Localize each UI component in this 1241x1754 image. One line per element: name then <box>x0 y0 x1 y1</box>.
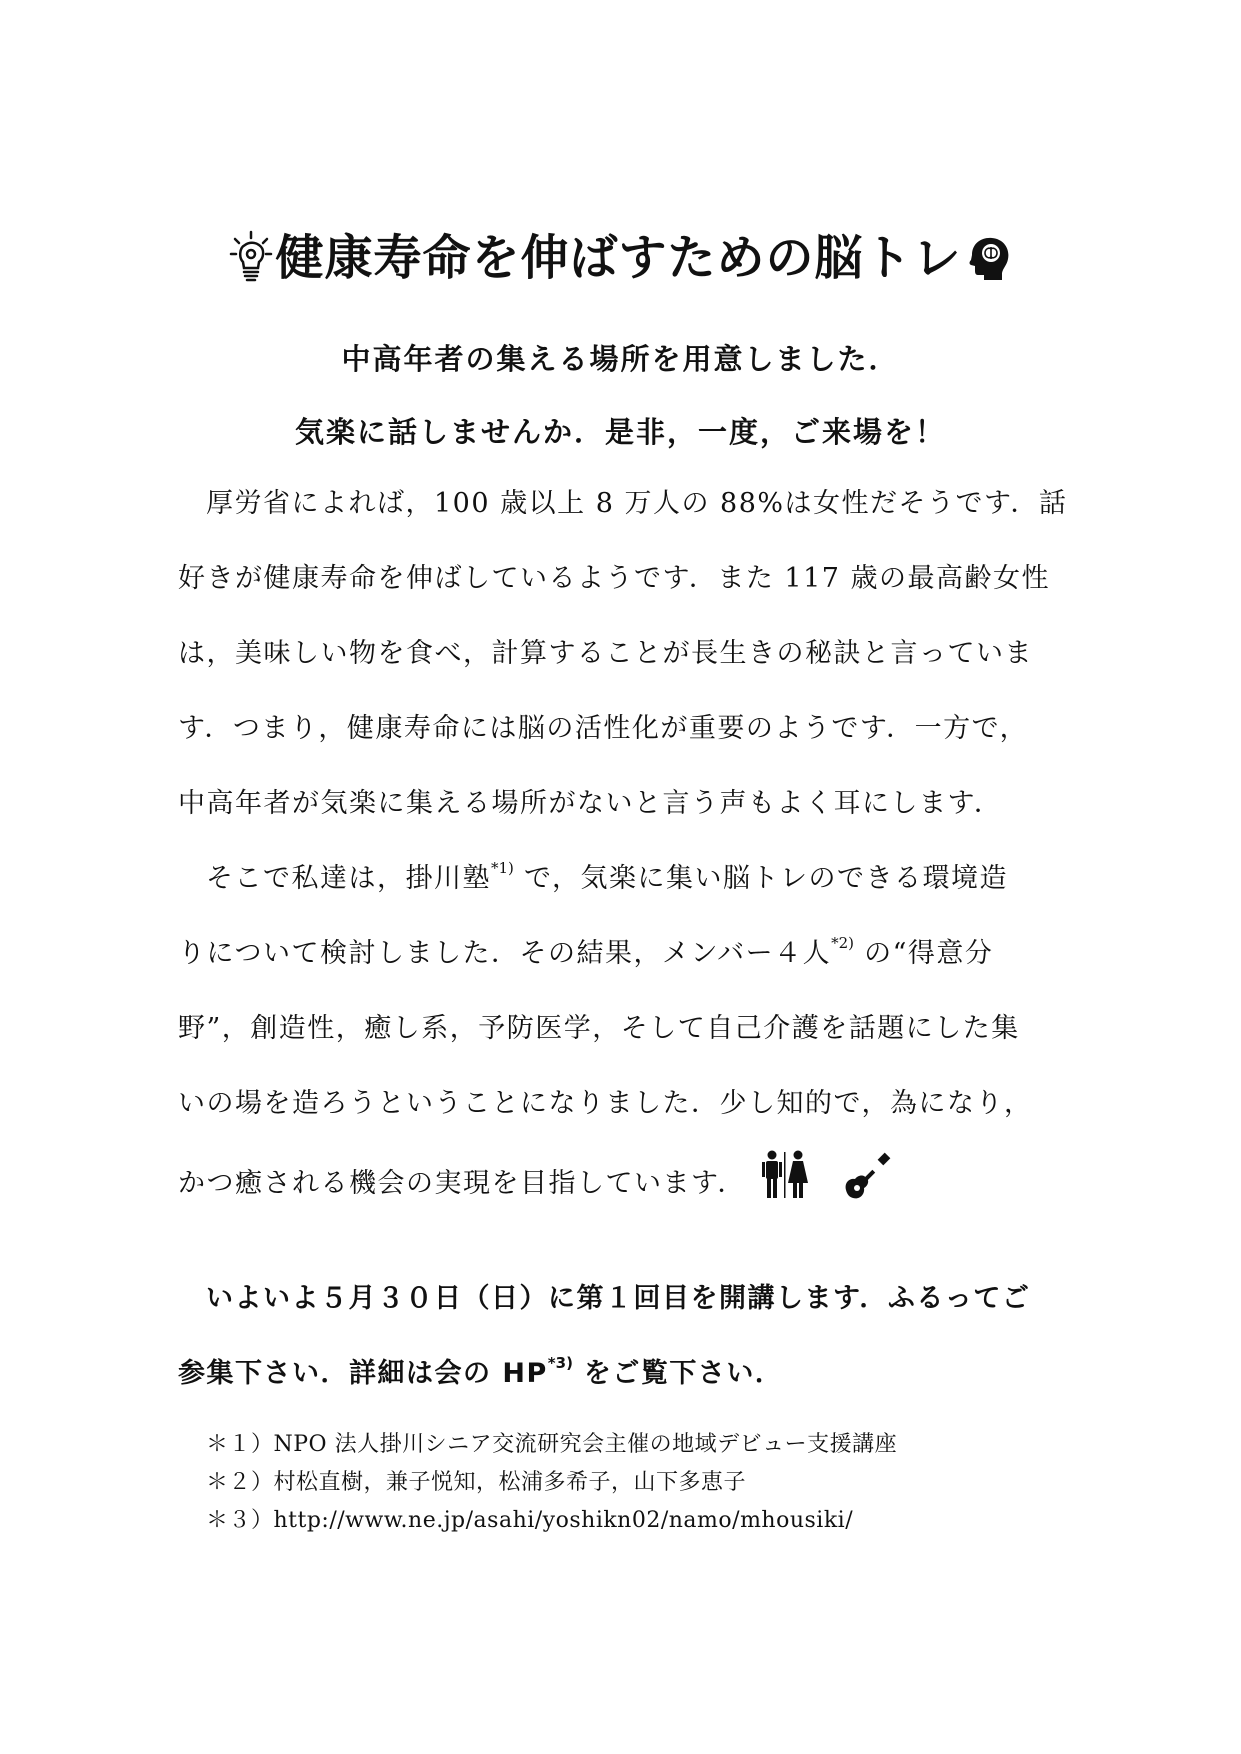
p2-line-1-a: そこで私達は，掛川塾 <box>206 863 491 894</box>
title-row <box>0 218 1241 298</box>
p2-line-3: 野”，創造性，癒し系，予防医学，そして自己介護を話題にした集 <box>178 1013 1020 1044</box>
footnote-ref-1: *1) <box>491 859 514 877</box>
p2-line-1-b: で，気楽に集い脳トレのできる環境造 <box>513 863 1008 894</box>
footnote-ref-3: *3) <box>547 1354 573 1372</box>
page-title: 健康寿命を伸ばすための脳トレ <box>275 230 962 286</box>
announcement-line-2 <box>178 1354 784 1389</box>
brain-head-icon <box>966 235 1012 281</box>
announcement-line-1: いよいよ５月３０日（日）に第１回目を開講します．ふるってご <box>206 1283 1031 1314</box>
announcement-line-2-a: 参集下さい．詳細は会の HP <box>178 1358 548 1389</box>
footnote-ref-2: *2) <box>831 934 854 952</box>
p1-line-4: す．つまり，健康寿命には脳の活性化が重要のようです．一方で， <box>178 713 1029 744</box>
p1-line-5: 中高年者が気楽に集える場所がないと言う声もよく耳にします． <box>178 788 1003 819</box>
p1-line-2: 好きが健康寿命を伸ばしているようです．また 117 歳の最高齢女性 <box>178 563 1051 594</box>
p1-line-1: 厚労省によれば，100 歳以上 8 万人の 88%は女性だそうです．話 <box>206 488 1068 519</box>
p2-line-2 <box>178 934 994 969</box>
p2-line-1 <box>206 859 1008 894</box>
guitar-icon <box>842 1152 892 1202</box>
lightbulb-icon <box>229 230 273 286</box>
p2-line-4: いの場を造ろうということになりました．少し知的で，為になり， <box>178 1088 1033 1119</box>
p2-line-2-b: の“得意分 <box>853 938 994 969</box>
p2-line-5: かつ癒される機会の実現を目指しています． <box>178 1168 746 1199</box>
p2-line-2-a: りについて検討しました．その結果，メンバー４人 <box>178 938 832 969</box>
restroom-people-icon <box>760 1150 810 1200</box>
announcement-line-2-b: をご覧下さい． <box>572 1358 784 1389</box>
subtitle-2: 気楽に話しませんか．是非，一度，ご来場を！ <box>294 415 946 449</box>
p1-line-3: は，美味しい物を食べ，計算することが長生きの秘訣と言っていま <box>178 638 1033 669</box>
footnote-3: ＊３）http://www.ne.jp/asahi/yoshikn02/namo/mhousiki/ <box>206 1508 854 1533</box>
footnote-1: ＊１）NPO 法人掛川シニア交流研究会主催の地域デビュー支援講座 <box>206 1432 898 1457</box>
footnote-2: ＊２）村松直樹，兼子悦知，松浦多希子，山下多恵子 <box>206 1470 747 1495</box>
subtitle-1: 中高年者の集える場所を用意しました． <box>341 342 900 376</box>
